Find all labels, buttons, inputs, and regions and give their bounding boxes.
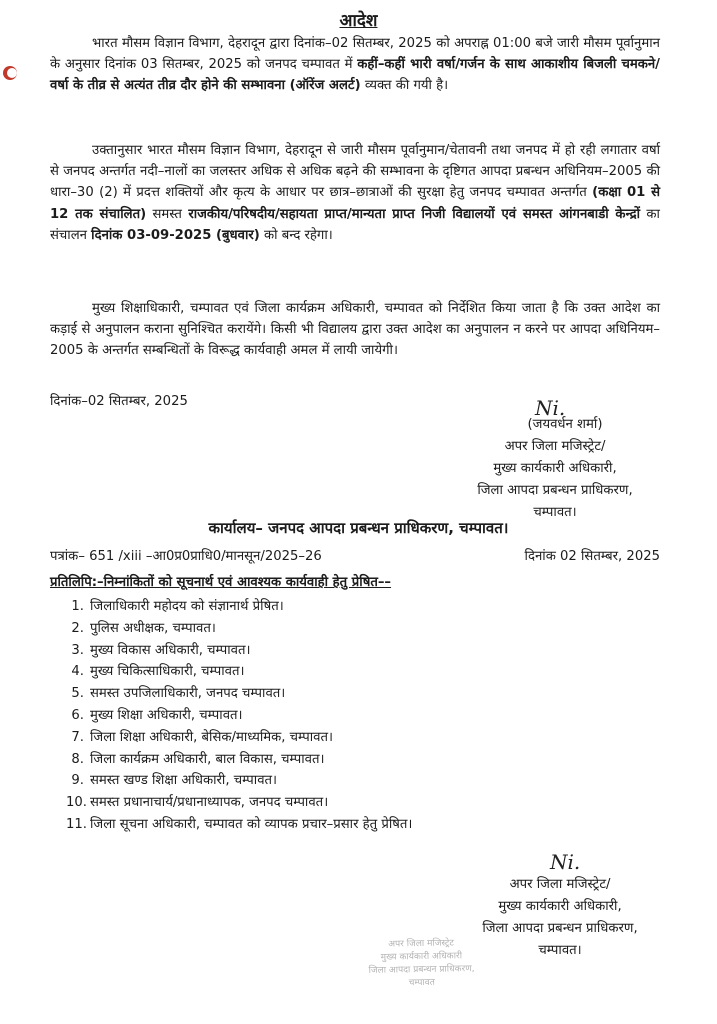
para1-segment: भारत मौसम विज्ञान विभाग, देहरादून द्वारा दिनांक–02 सितम्बर, 2025 को अपराह्न 01:00 बजे जारी मौसम पूर्वानुमान के अनुसार दिनांक 03 सितम्बर, 2025 को जनपद चम्पावत में — [50, 36, 660, 73]
signatory2-designation-1: अपर जिला मजिस्ट्रेट/ — [509, 877, 611, 892]
signature-block-1 — [430, 414, 680, 524]
list-item-number: 1. — [71, 599, 84, 614]
list-item-number: 3. — [71, 642, 84, 658]
list-item — [66, 640, 412, 662]
reference-number: पत्रांक– 651 /xiii –आ0प्र0प्राधि0/मानसून/2025–26 — [50, 549, 322, 564]
signatory-designation-1: अपर जिला मजिस्ट्रेट/ — [504, 439, 606, 454]
para2-segment: राजकीय/परिषदीय/सहायता प्राप्त/मान्यता प्राप्त निजी विद्यालयों एवं समस्त आंगनबाडी केन्द्रों — [188, 206, 641, 222]
paragraph-directive: मुख्य शिक्षाधिकारी, चम्पावत एवं जिला कार्यक्रम अधिकारी, चम्पावत को निर्देशित किया जाता है कि उक्त आदेश का कड़ाई से अनुपालन कराना सुनिश्चित करायेंगे। किसी भी विद्यालय द्वारा उक्त आदेश का अनुपालन न करने पर आपदा अधिनियम–2005 के अन्तर्गत सम्बन्धितों के विरूद्ध कार्यवाही अमल में लायी जायेगी। — [50, 301, 660, 359]
copy-list — [66, 596, 412, 836]
paragraph-forecast — [50, 33, 660, 97]
list-item-text: जिला सूचना अधिकारी, चम्पावत को व्यापक प्रचार–प्रसार हेतु प्रेषित। — [90, 816, 413, 832]
para2-segment: को बन्द रहेगा। — [259, 227, 333, 243]
stamp-line: अपर जिला मजिस्ट्रेट — [388, 938, 455, 950]
signatory-designation-2: मुख्य कार्यकारी अधिकारी, — [493, 461, 617, 476]
signatory-name: (जयवर्धन शर्मा) — [527, 417, 603, 432]
signature-mark-2: Ni. — [550, 850, 581, 874]
para2-segment: (कक्षा 01 से 12 तक संचालित) — [50, 185, 660, 222]
list-item-number: 5. — [71, 686, 84, 702]
para1-segment: कहीं–कहीं भारी वर्षा/गर्जन के साथ आकाशीय बिजली चमकने/वर्षा के तीव्र से अत्यंत तीव्र दौर होने की सम्भावना (ऑरेंज अलर्ट) — [50, 57, 660, 94]
stamp-line: जिला आपदा प्रबन्धन प्राधिकरण, — [368, 964, 475, 976]
edge-mark — [3, 66, 17, 80]
paragraph-closure-order — [50, 140, 660, 246]
office-heading: कार्यालय– जनपद आपदा प्रबन्धन प्राधिकरण, चम्पावत। — [208, 519, 509, 537]
list-item-text: मुख्य विकास अधिकारी, चम्पावत। — [90, 642, 251, 658]
list-item-text: समस्त उपजिलाधिकारी, जनपद चम्पावत। — [90, 686, 286, 702]
list-item-number: 7. — [71, 729, 84, 745]
signature-mark-1: Ni. — [535, 396, 566, 420]
list-item-number: 9. — [71, 773, 84, 789]
stamp-line: चम्पावत — [408, 977, 435, 989]
list-item — [66, 661, 412, 683]
signatory2-designation-3: जिला आपदा प्रबन्धन प्राधिकरण, — [482, 921, 638, 936]
list-item — [66, 749, 412, 771]
list-item — [66, 727, 412, 749]
list-item — [66, 596, 412, 618]
list-item — [66, 683, 412, 705]
order-date: दिनांक–02 सितम्बर, 2025 — [50, 394, 188, 409]
list-item — [66, 814, 412, 836]
list-item-number: 10. — [66, 795, 87, 811]
list-item-text: पुलिस अधीक्षक, चम्पावत। — [90, 620, 216, 636]
para2-segment: उक्तानुसार भारत मौसम विज्ञान विभाग, देहरादून से जारी मौसम पूर्वानुमान/चेतावनी तथा जनपद में हो रही लगातार वर्षा से जनपद अन्तर्गत नदी–नालों का जलस्तर अधिक से अधिक बढ़ने की सम्भावना के दृष्टिगत आपदा प्रबन्धन अधिनियम–2005 की धारा–30 (2) में प्रदत्त शक्तियों और कृत्य के आधार पर छात्र–छात्राओं की सुरक्षा हेतु जनपद चम्पावत अन्तर्गत — [50, 143, 660, 201]
list-item — [66, 792, 412, 814]
list-item-number: 11. — [66, 816, 87, 832]
list-item — [66, 618, 412, 640]
list-item-number: 2. — [71, 620, 84, 636]
para2-segment: का संचालन — [50, 206, 660, 243]
para2-segment: समस्त — [146, 206, 189, 222]
para1-segment: व्यक्त की गयी है। — [360, 78, 449, 94]
list-item-number: 8. — [71, 751, 84, 767]
signatory-designation-4: चम्पावत। — [533, 505, 577, 520]
list-item-text: मुख्य शिक्षा अधिकारी, चम्पावत। — [90, 707, 243, 723]
list-item-text: जिला शिक्षा अधिकारी, बेसिक/माध्यमिक, चम्पावत। — [90, 729, 334, 745]
stamp-line: मुख्य कार्यकारी अधिकारी — [380, 951, 463, 963]
signatory2-designation-4: चम्पावत। — [538, 943, 582, 958]
list-item-text: मुख्य चिकित्साधिकारी, चम्पावत। — [90, 664, 245, 680]
faded-office-stamp — [334, 936, 510, 991]
list-item-text: जिला कार्यक्रम अधिकारी, बाल विकास, चम्पावत। — [90, 751, 325, 767]
list-item — [66, 705, 412, 727]
list-item-text: समस्त प्रधानाचार्य/प्रधानाध्यापक, जनपद चम्पावत। — [90, 795, 329, 811]
signatory2-designation-2: मुख्य कार्यकारी अधिकारी, — [498, 899, 622, 914]
reference-date: दिनांक 02 सितम्बर, 2025 — [524, 549, 660, 564]
para2-segment: दिनांक 03-09-2025 (बुधवार) — [91, 227, 260, 243]
signatory-designation-3: जिला आपदा प्रबन्धन प्राधिकरण, — [477, 483, 633, 498]
list-item-text: जिलाधिकारी महोदय को संज्ञानार्थ प्रेषित। — [90, 599, 284, 614]
list-item-text: समस्त खण्ड शिक्षा अधिकारी, चम्पावत। — [90, 773, 278, 789]
list-item-number: 4. — [71, 664, 84, 680]
copy-heading: प्रतिलिपि:–निम्नांकितों को सूचनार्थ एवं आवश्यक कार्यवाही हेतु प्रेषित–– — [50, 575, 392, 590]
order-title: आदेश — [339, 11, 378, 31]
list-item-number: 6. — [71, 707, 84, 723]
list-item — [66, 770, 412, 792]
